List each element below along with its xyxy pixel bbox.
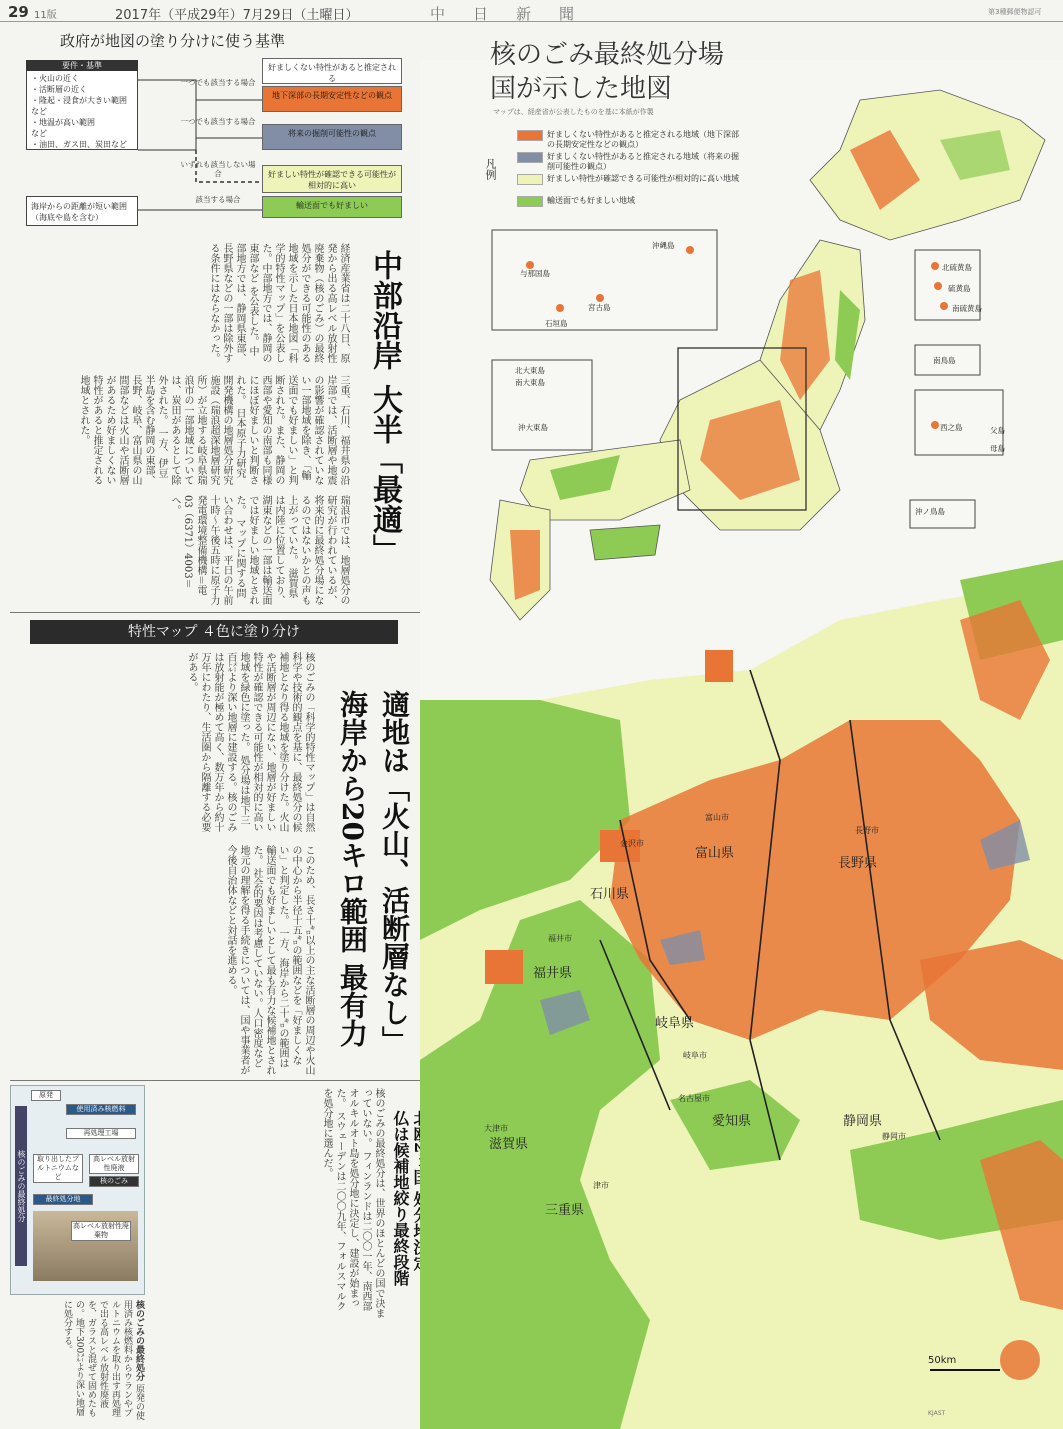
island-label: 硫黄島 [948,284,971,293]
article1-block-top [20,243,350,363]
headline-text: 適地は「火山、活断層なし」 [378,690,411,1054]
island-label: 南硫黄島 [952,304,982,313]
branch-note: 一つでも該当する場合 [180,78,256,87]
factor-item: など [31,107,47,116]
island-marker [931,262,939,270]
legend-item [517,152,743,172]
branch-note: いずれも該当しない場合 [180,160,256,178]
legend-swatch [517,130,543,141]
legend-swatch [517,174,543,185]
island-label: 南鳥島 [933,356,956,365]
city-label: 金沢市 [620,839,644,848]
city-label: 静岡市 [882,1132,906,1141]
legend-text: 好ましくない特性があると推定される地域（地下深部の長期安定性などの観点） [547,130,739,149]
prefecture-label: 三重県 [545,1203,585,1218]
result-green: 輸送面でも好ましい [262,196,402,218]
article-paragraph: 一方、伊豆半島を含む静岡の東部、長野、岐阜、富山県の山間部などは火山や活断層があるため好ましくない特性があると推定される地域とされた。 [78,375,167,485]
factor-item: ・隆起・浸食が大きい範囲 [31,96,127,105]
unfavorable-label: 好ましくない特性があると推定される [262,58,402,84]
factors-heading: 要件・基準 [26,60,138,71]
prefecture-label: 静岡県 [843,1114,883,1129]
factor-item: ・地温が高い範囲 [31,118,95,127]
diagram-side-label: 核のごみの最終処分 [15,1106,27,1266]
factors-box [26,60,138,150]
island-marker [931,421,939,429]
legend-swatch [517,196,543,207]
fuel-cycle-diagram [10,1085,145,1295]
article-paragraph: を公表した。中部地方では、静岡県東部、長野県などの一部は除外する条件にはならなかった。 [208,243,258,363]
city-label: 名古屋市 [678,1094,710,1103]
article-paragraph: スウェーデンは二〇〇九年、フォルスマルクを処分地に選んだ。 [321,1088,345,1312]
island-label: 沖ノ鳥島 [915,507,945,516]
island-label: 宮古島 [588,303,611,312]
glossary-title: 核のごみの最終処分 [134,1300,144,1381]
liquid-waste-node: 高レベル放射性廃液 [89,1154,139,1174]
glossary-box [55,1300,145,1420]
prefecture-label: 富山県 [695,846,735,861]
volcanic-zone [1000,1340,1040,1380]
volcanic-zone [485,950,523,984]
article-paragraph: 三重、石川、福井県の沿岸部では、活断層や地震の影響が確認されていない一部地域を除き、「輸送面でも好ましい」と判断された。また、静岡の西部や愛知の南部も同様にほぼ好ましいと判断された。 [234,375,349,485]
article-paragraph: 経済産業省は二十八日、原発から出る高レベル放射性廃棄物（核のごみ）の最終処分ができる可能性のある地域を示した日本地図「科学的特性マップ」を公表した。中部地方では、静岡の東部など [247,243,349,363]
glossary-text: 原発の使用済み核燃料からウランやプルトニウムを取り出す再処理で出る高レベル放射性廃液を、ガラスと混ぜて固めたもの。地下300㍍より深い地層に処分する。 [62,1300,144,1420]
prefecture-label: 福井県 [533,966,573,981]
island-label: 北大東島 [515,366,545,375]
prefecture-label: 長野県 [838,856,878,871]
factor-item: ・油田、ガス田、炭田など [31,140,127,149]
article-paragraph: 一方、海岸から二十㌔の範囲は輸送面でも好ましいとして最も有力な候補地とされた。 [251,845,288,1075]
island-marker [934,282,942,290]
headline-text: 中部沿岸 [367,250,402,370]
headline-2 [320,690,415,1090]
scale-label: 50km [928,1355,957,1366]
island-label: 西之島 [940,423,963,432]
legend-text: 輸送面でも好ましい地域 [547,196,635,205]
legend-item [517,130,743,150]
island-label: 石垣島 [545,319,568,328]
newspaper-name: 中日新聞 [430,5,603,23]
map-title [490,38,810,106]
postal-note: 第3種郵便物認可 [988,8,1042,16]
map-title-line: 国が示した地図 [490,74,673,104]
article1-block-mid [20,375,350,485]
legend-label: 凡例 [484,158,497,180]
section-divider [10,1080,420,1081]
branch-note: 一つでも該当する場合 [180,117,256,126]
article-paragraph: 滋賀県は内陸に位置しており、湖東などの一部は輸送面では好ましい地域とされた。 [234,495,297,605]
section-bar: 特性マップ ４色に塗り分け [30,620,398,644]
headline-1a [356,250,406,610]
article-paragraph: 社会的要因は考慮していない。人口密度など地元の理解を得る手続きについては、国や事業者が今後自治体などと対話を進める。 [225,845,262,1075]
headline-text: 海岸から20キロ範囲 最有力 [336,690,369,1047]
article-paragraph: フィンランドは二〇〇一年、南西部オルキルオト島を処分地に決定し、建設が始まった。 [334,1088,371,1312]
article-paragraph: 核のごみの最終処分は、世界のほとんどの国で決まっていない。 [360,1088,384,1318]
city-label: 長野市 [855,826,879,835]
section-divider [10,612,420,613]
island-label: 与那国島 [520,269,550,278]
article-paragraph: 処分場は地下三百㍍より深い地層に建設する。核のごみは放射能が極めて高く、数万年から約十万年にわたり、生活圏から隔離する必要がある。 [186,652,249,832]
island-label: 母島 [990,444,1005,453]
island-marker [686,246,694,254]
inquiry-note: マップに関する問い合わせは、平日の午前十時～午後五時に原子力発電環境整備機構＝電03（6371）4003＝へ。 [169,495,245,605]
map-source-note: マップは、経産省が公表したものを基に本紙が作製 [493,108,654,116]
page-number: 29 [8,3,29,21]
legend-item [517,196,743,207]
island-label: 沖大東島 [518,423,548,432]
result-orange: 地下深部の長期安定性などの観点 [262,86,402,112]
city-label: 津市 [593,1181,609,1190]
disposal-site-node: 最終処分地 [33,1194,93,1205]
reactor-node: 原発 [31,1090,61,1101]
island-label: 沖縄島 [652,241,675,250]
article-paragraph: このため、長さ十㌔以上の主な活断層の周辺や火山の中心から半径十五㌔の範囲などを「好ましくない」と判定した。 [277,845,314,1075]
legend-text: 好ましい特性が確認できる可能性が相対的に高い地域 [547,174,739,183]
nuclear-waste-node: 核のごみ [89,1176,139,1187]
branch-note: 該当する場合 [195,195,241,204]
page-header [0,0,1063,22]
city-label: 岐阜市 [683,1051,707,1060]
city-label: 大津市 [484,1124,508,1133]
city-label: 福井市 [548,934,572,943]
island-marker [596,294,604,302]
criteria-title: 政府が地図の塗り分けに使う基準 [60,32,286,50]
article2-block-bottom [15,845,315,1075]
okinawa-inset [492,230,717,330]
article-paragraph: 瑞浪市では、地層処分の研究が行われているが、将来的に最終処分場になるのではないかとの声も上がっていた。 [286,495,349,605]
article-paragraph: 核のごみの「科学的特性マップ」は自然科学や技術的観点を基に、最終処分の候補地となり得る地域を塗り分けた。火山や活断層が周辺にない、地層が好ましい特性が確認できる可能性が相対的に高い地域を緑色に塗った。 [238,652,314,832]
factor-item: ・火山の近く [31,74,79,83]
headline-text: 大半「最適」 [367,384,402,564]
legend-text: 好ましくない特性があると推定される地域（将来の掘削可能性の観点） [547,152,739,171]
coast-factor-box: 海岸からの距離が短い範囲（海底や島を含む） [26,196,138,226]
reprocessing-node: 再処理工場 [66,1128,136,1139]
island-marker [556,304,564,312]
edition-label: 11版 [34,10,57,21]
issue-date: 2017年（平成29年）7月29日（土曜日） [115,8,359,23]
result-light: 好ましい特性が確認できる可能性が相対的に高い [262,165,402,193]
map-legend [485,128,745,218]
legend-swatch [517,152,543,163]
result-gray: 将来の掘削可能性の観点 [262,124,402,150]
island-label: 父島 [990,426,1005,435]
prefecture-label: 石川県 [590,887,630,902]
kyushu-zone [510,530,540,600]
volcanic-zone [705,650,733,682]
spent-fuel-node: 使用済み核燃料 [66,1104,136,1115]
article3-block-left [155,1088,385,1318]
article-paragraph: 日本原子力研究開発機構の地層処分研究施設（瑞浪超深地層研究所）が立地する岐阜県瑞浪市の一部地域については、炭田があるとして除外された。 [156,375,245,485]
factor-item: など [31,129,47,138]
factor-item: ・活断層の近く [31,85,87,94]
legend-item [517,174,743,185]
article1-block-bottom [20,495,350,605]
map-title-line: 核のごみ最終処分場 [490,40,725,70]
map-credit: KJAST [928,1410,946,1417]
prefecture-label: 愛知県 [712,1114,752,1129]
shikoku-shape [590,525,660,560]
plutonium-node: 取り出したプルトニウムなど [33,1154,83,1183]
prefecture-label: 滋賀県 [489,1137,529,1152]
article2-block-top [15,652,315,832]
prefecture-label: 岐阜県 [655,1016,695,1031]
city-label: 富山市 [705,813,729,822]
island-label: 北硫黄島 [942,263,972,272]
hlw-node: 高レベル放射性廃棄物 [73,1222,129,1239]
island-marker [940,302,948,310]
headline-text: 仏は候補地絞り最終段階 [391,1110,410,1286]
island-label: 南大東島 [515,378,545,387]
